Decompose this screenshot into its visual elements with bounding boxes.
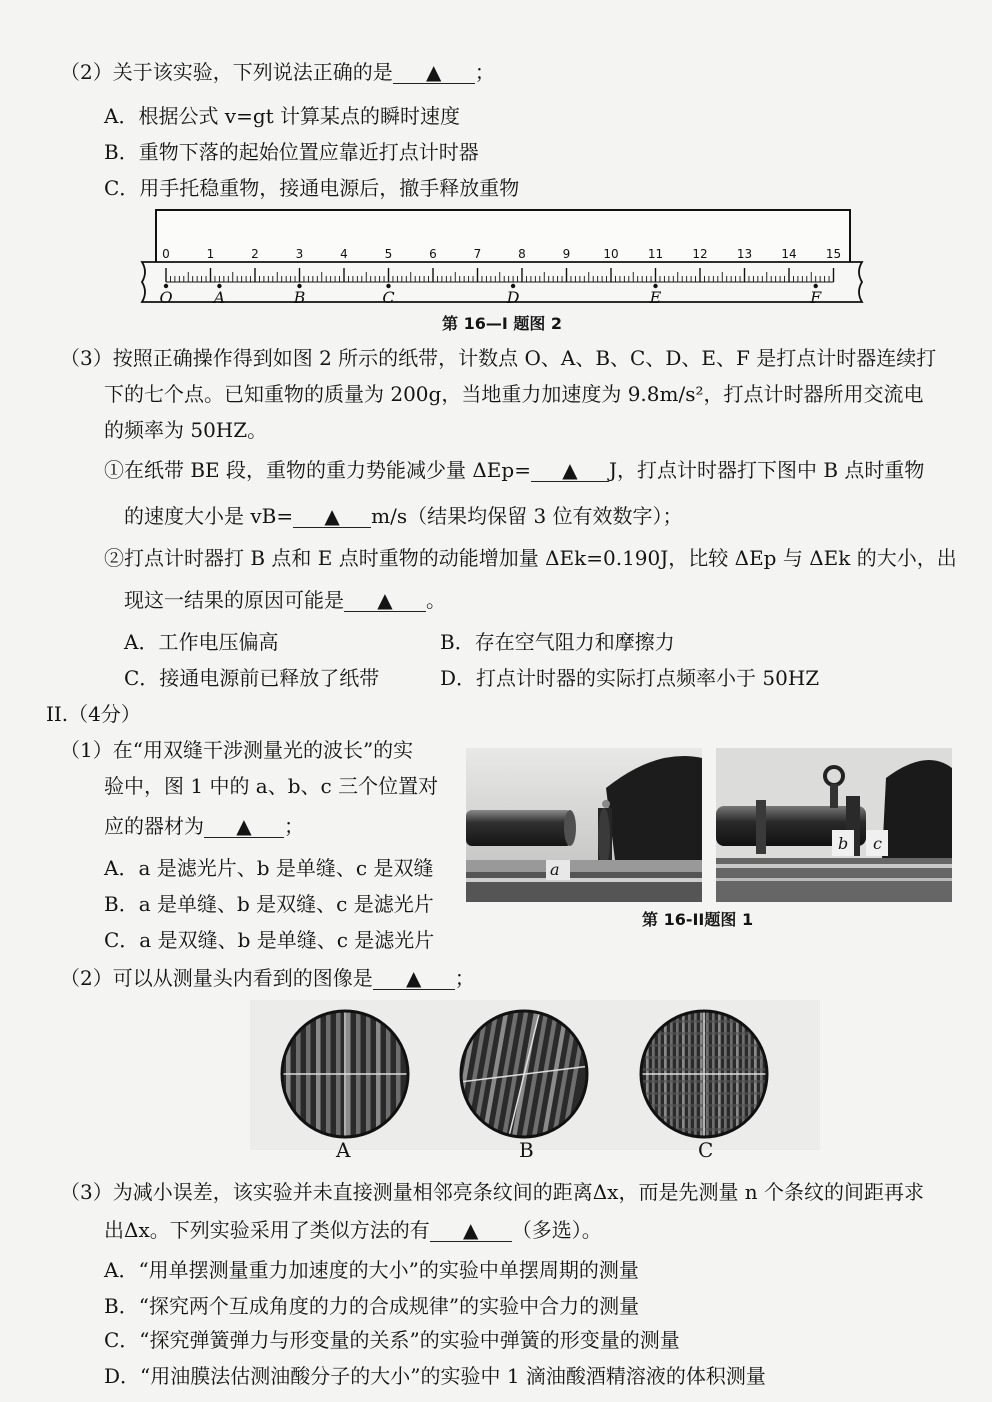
p2q1-option-b: B．a 是单缝、b 是双缝、c 是滤光片: [104, 892, 434, 916]
photo-caption: 第 16-II题图 1: [642, 910, 754, 929]
tape-point-label: C: [382, 288, 395, 307]
ruler-number: 6: [429, 247, 437, 261]
q3-line-2: 下的七个点。已知重物的质量为 200g，当地重力加速度为 9.8m/s²，打点计时器所用交流电: [104, 382, 924, 406]
p2q2-line: （2）可以从测量头内看到的图像是 ▲ ；: [60, 966, 475, 990]
ruler-number: 8: [518, 247, 526, 261]
p2q1-line-3: 应的器材为 ▲ ；: [104, 814, 304, 838]
circle-label-c: C: [698, 1138, 714, 1162]
reason-blank[interactable]: ▲: [344, 589, 426, 612]
p2q1-line-1: （1）在“用双缝干涉测量光的波长”的实: [60, 738, 414, 762]
ruler-number: 1: [206, 247, 215, 261]
tape-caption: 第 16—I 题图 2: [442, 314, 563, 333]
apparatus-photo-right: [716, 748, 952, 902]
q2-stem: （2）关于该实验，下列说法正确的是: [60, 60, 393, 84]
q3-line-3: 的频率为 50HZ。: [104, 418, 268, 442]
paper-tape-figure: [136, 206, 868, 310]
ruler-number: 2: [251, 247, 259, 261]
apparatus-photo-left: [466, 748, 702, 902]
tape-point-label: O: [159, 288, 173, 307]
circle-label-a: A: [336, 1138, 351, 1162]
q2-option-b: B．重物下落的起始位置应靠近打点计时器: [104, 140, 479, 164]
ruler-number: 15: [825, 247, 842, 261]
q3-option-d: D．打点计时器的实际打点频率小于 50HZ: [440, 666, 820, 690]
p2q3-option-d: D．“用油膜法估测油酸分子的大小”的实验中 1 滴油酸酒精溶液的体积测量: [104, 1364, 766, 1388]
q2-option-a: A．根据公式 v=gt 计算某点的瞬时速度: [104, 104, 461, 128]
tape-point-label: D: [506, 288, 520, 307]
p2q3-option-c: C．“探究弹簧弹力与形变量的关系”的实验中弹簧的形变量的测量: [104, 1328, 680, 1352]
tape-point-label: B: [293, 288, 306, 307]
p2q2-blank[interactable]: ▲: [373, 967, 455, 990]
q3-sub2-line: ②打点计时器打 B 点和 E 点时重物的动能增加量 ΔEk=0.190J，比较 ΔEp 与 ΔEk 的大小，出: [104, 546, 957, 570]
q3-option-b: B．存在空气阻力和摩擦力: [440, 630, 675, 654]
p2q3-line-1: （3）为减小误差，该实验并未直接测量相邻亮条纹间的距离Δx，而是先测量 n 个条纹的间距再求: [60, 1180, 925, 1204]
p2q1-option-c: C．a 是双缝、b 是单缝、c 是滤光片: [104, 928, 435, 952]
q3-sub2-line-2: 现这一结果的原因可能是 ▲ 。: [124, 588, 446, 612]
delta-ep-blank[interactable]: ▲: [531, 459, 609, 482]
q3-sub1-line-2: 的速度大小是 vB= ▲ m/s（结果均保留 3 位有效数字）；: [124, 504, 683, 528]
ruler-number: 7: [473, 247, 482, 261]
photo-label-b: b: [838, 834, 849, 853]
q3-sub1-line: ①在纸带 BE 段，重物的重力势能减少量 ΔEp= ▲ J，打点计时器打下图中 B 点时重物: [104, 458, 925, 482]
part2-header: II.（4分）: [46, 702, 141, 726]
p2q3-blank[interactable]: ▲: [430, 1219, 512, 1242]
ruler-number: 3: [295, 247, 304, 261]
circle-label-b: B: [519, 1138, 534, 1162]
tape-point-label: A: [213, 288, 226, 307]
ruler-number: 5: [384, 247, 393, 261]
photo-label-a: a: [550, 860, 560, 879]
interference-images: [250, 1000, 820, 1150]
q2-answer-blank[interactable]: ▲: [393, 61, 475, 84]
ruler-number: 0: [162, 247, 170, 261]
q2-option-c: C．用手托稳重物，接通电源后，撤手释放重物: [104, 176, 520, 200]
q3-line-1: （3）按照正确操作得到如图 2 所示的纸带，计数点 O、A、B、C、D、E、F 是打点计时器连续打: [60, 346, 937, 370]
ruler-number: 11: [647, 247, 664, 261]
q3-option-c: C．接通电源前已释放了纸带: [124, 666, 380, 690]
ruler-number: 14: [781, 247, 797, 261]
p2q1-blank[interactable]: ▲: [204, 815, 284, 838]
q2-stem-line: （2）关于该实验，下列说法正确的是 ▲ ；: [60, 60, 495, 84]
tape-point-label: E: [649, 288, 662, 307]
p2q3-option-a: A．“用单摆测量重力加速度的大小”的实验中单摆周期的测量: [104, 1258, 639, 1282]
ruler-number: 9: [562, 247, 571, 261]
ruler-number: 12: [692, 247, 708, 261]
ruler-number: 13: [736, 247, 753, 261]
p2q1-line-2: 验中，图 1 中的 a、b、c 三个位置对: [104, 774, 439, 798]
p2q1-option-a: A．a 是滤光片、b 是单缝、c 是双缝: [104, 856, 434, 880]
p2q3-option-b: B．“探究两个互成角度的力的合成规律”的实验中合力的测量: [104, 1294, 640, 1318]
ruler-number: 10: [603, 247, 619, 261]
photo-label-c: c: [873, 834, 882, 853]
p2q3-line-2: 出Δx。下列实验采用了类似方法的有 ▲ （多选）。: [104, 1218, 602, 1242]
ruler-number: 4: [340, 247, 348, 261]
vb-blank[interactable]: ▲: [293, 505, 371, 528]
tape-point-label: F: [810, 288, 822, 307]
q3-option-a: A．工作电压偏高: [124, 630, 279, 654]
